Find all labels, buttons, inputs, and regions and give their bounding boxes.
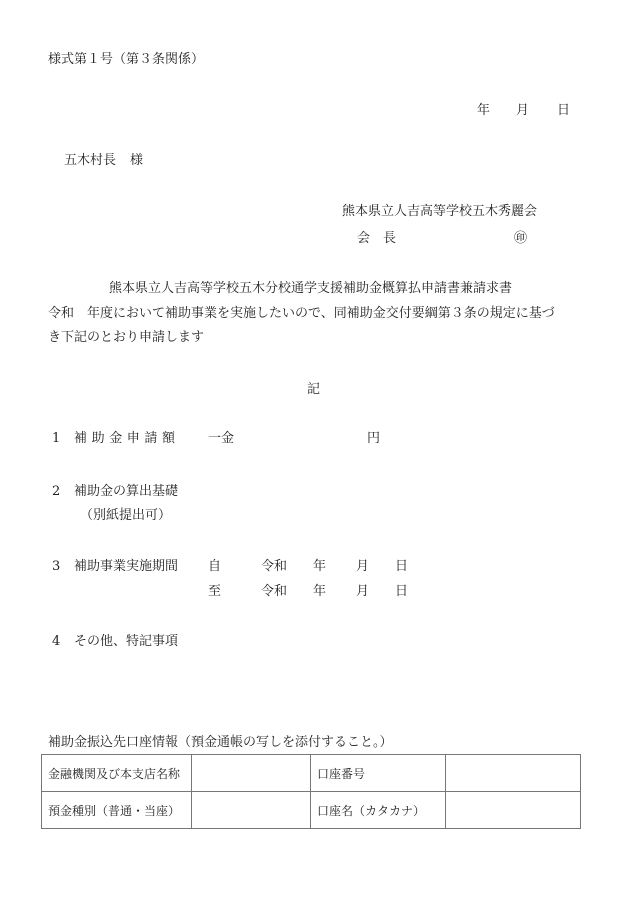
period-from-month: 月 bbox=[356, 559, 370, 574]
period-to-year: 年 bbox=[313, 584, 327, 599]
period-from-era: 令和 bbox=[261, 559, 288, 574]
table-row bbox=[42, 792, 581, 829]
bank-name-field[interactable] bbox=[192, 755, 311, 792]
period-from-day: 日 bbox=[395, 559, 409, 574]
applicant-organization: 熊本県立人吉高等学校五木秀麗会 bbox=[342, 204, 538, 219]
account-number-field[interactable] bbox=[446, 755, 581, 792]
item2-label: 補助金の算出基礎 bbox=[74, 484, 179, 499]
table-row bbox=[42, 755, 581, 792]
deposit-type-field[interactable] bbox=[192, 792, 311, 829]
bank-info-caption: 補助金振込先口座情報（預金通帳の写しを添付すること。） bbox=[48, 735, 393, 750]
seal-icon: ㊞ bbox=[514, 231, 528, 246]
period-to-era: 令和 bbox=[261, 584, 288, 599]
body-text-line-2: き下記のとおり申請します bbox=[48, 330, 205, 345]
period-to-day: 日 bbox=[395, 584, 409, 599]
period-to-label: 至 bbox=[208, 584, 222, 599]
document-title: 熊本県立人吉高等学校五木分校通学支援補助金概算払申請書兼請求書 bbox=[109, 281, 513, 296]
account-name-label: 口座名（カタカナ） bbox=[311, 792, 446, 829]
addressee-name: 五木村長 bbox=[64, 153, 117, 168]
item2-note: （別紙提出可） bbox=[80, 508, 172, 523]
period-from-year: 年 bbox=[313, 559, 327, 574]
form-number: 様式第１号（第３条関係） bbox=[48, 52, 205, 67]
item4-label: その他、特記事項 bbox=[74, 634, 179, 649]
item1-number: 1 bbox=[52, 431, 61, 446]
body-text-line-1: 令和 年度において補助事業を実施したいので、同補助金交付要綱第３条の規定に基づ bbox=[48, 306, 555, 321]
account-number-label: 口座番号 bbox=[311, 755, 446, 792]
bank-name-label: 金融機関及び本支店名称 bbox=[42, 755, 192, 792]
bank-info-table bbox=[41, 754, 581, 829]
applicant-title: 会 長 bbox=[357, 231, 397, 246]
date-month-label: 月 bbox=[516, 103, 530, 118]
account-name-field[interactable] bbox=[446, 792, 581, 829]
ki-heading: 記 bbox=[307, 382, 321, 397]
item1-amount-unit: 円 bbox=[367, 431, 381, 446]
item3-number: 3 bbox=[52, 559, 61, 574]
addressee-honorific: 様 bbox=[130, 153, 144, 168]
item1-amount-prefix: 一金 bbox=[208, 431, 235, 446]
item3-label: 補助事業実施期間 bbox=[74, 559, 179, 574]
date-day-label: 日 bbox=[557, 103, 571, 118]
item2-number: 2 bbox=[52, 484, 61, 499]
deposit-type-label: 預金種別（普通・当座） bbox=[42, 792, 192, 829]
date-year-label: 年 bbox=[477, 103, 491, 118]
addressee bbox=[64, 153, 143, 169]
item4-number: 4 bbox=[52, 634, 61, 649]
period-to-month: 月 bbox=[356, 584, 370, 599]
period-from-label: 自 bbox=[208, 559, 222, 574]
item1-label: 補助金申請額 bbox=[74, 431, 180, 446]
